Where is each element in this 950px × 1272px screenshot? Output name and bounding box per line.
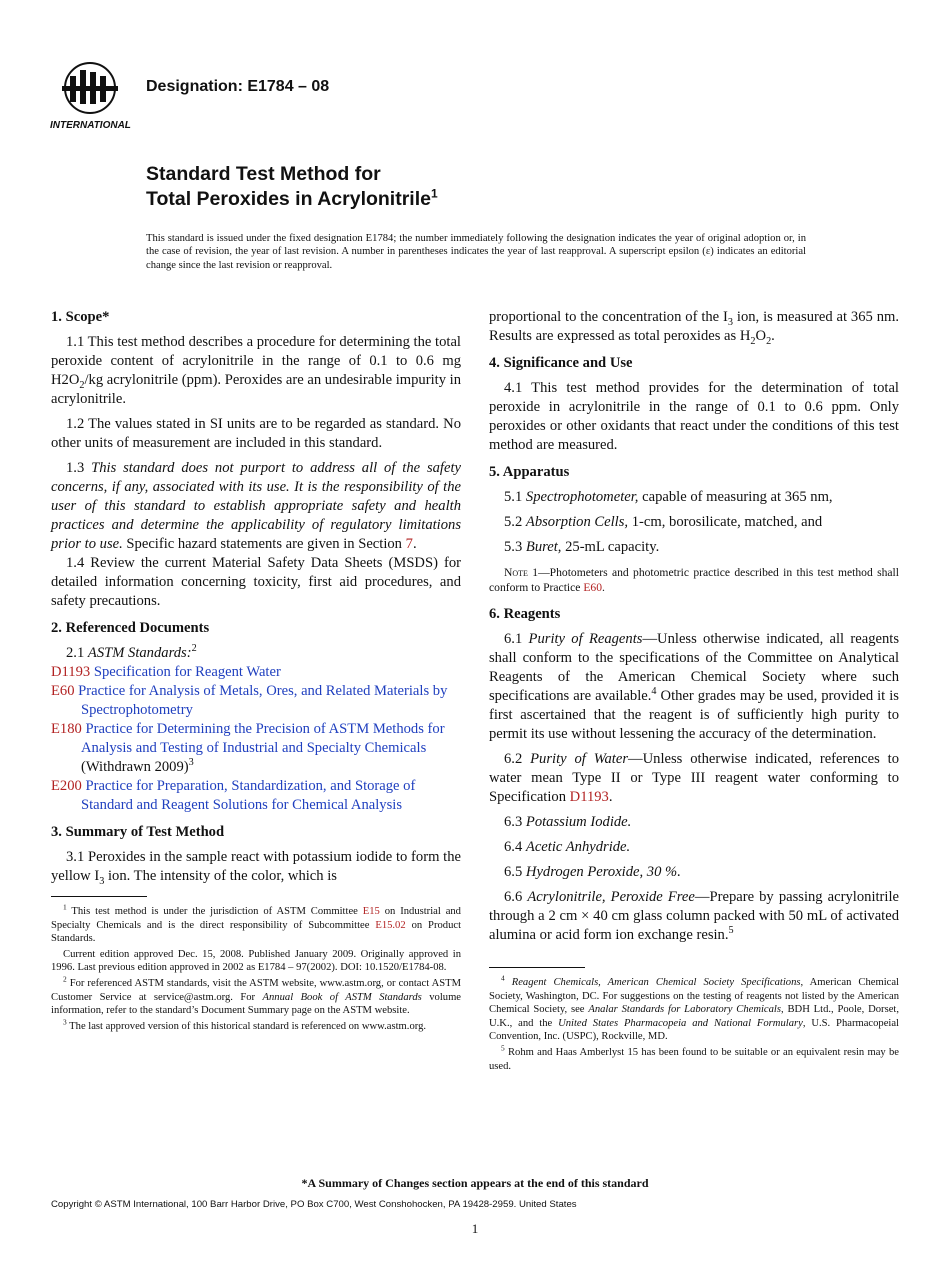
- ref-e200[interactable]: E200 Practice for Preparation, Standardization, and Storage of Standard and Reagent Solutions for Chemical Analysis: [51, 778, 416, 813]
- right-column: [489, 308, 899, 1075]
- left-column: [51, 308, 461, 1035]
- footnote-3: $^3$ The last approved version of this historical standard is referenced on www.astm.org.: [63, 1017, 427, 1032]
- footnote-2: $^2$ For referenced ASTM standards, visit the ASTM website, www.astm.org, or contact ASTM Customer Service at service@astm.org. For Annual Book of ASTM Standards volume information, refer to the standard’s Document Summary page on the ASTM website.: [51, 974, 462, 1017]
- title-line-2: Total Peroxides in Acrylonitrile$^1$: [146, 186, 438, 210]
- title-footnote-mark: 1: [431, 186, 438, 201]
- reagents-6-1: 6.1 Purity of Reagents—Unless otherwise indicated, all reagents shall conform to the specifications of the Committee on Analytical Reagents of the American Chemical Society where such specifications are available.$^4$ Other grades may be used, provided it is first ascertained that the reagent is of sufficiently high purity to permit its use without lessening the accuracy of the determination.: [489, 631, 899, 742]
- footnote-5: $^5$ Rohm and Haas Amberlyst 15 has been found to be suitable or an equivalent resin may be used.: [489, 1043, 899, 1072]
- apparatus-5-2: 5.2 Absorption Cells, 1-cm, borosilicate, matched, and: [504, 514, 823, 530]
- footnote-rule-right: [489, 967, 585, 968]
- page-number: 1: [471, 1221, 479, 1236]
- reagents-6-5: 6.5 Hydrogen Peroxide, 30 %.: [504, 864, 681, 880]
- ref-d1193[interactable]: D1193 Specification for Reagent Water: [51, 664, 281, 680]
- summary-of-changes-note: *A Summary of Changes section appears at the end of this standard: [301, 1176, 649, 1190]
- section-significance-heading: 4. Significance and Use: [489, 355, 633, 371]
- ref-e180[interactable]: E180 Practice for Determining the Precision of ASTM Methods for Analysis and Testing of Industrial and Specialty Chemicals (Withdrawn 2009)$^3$: [51, 721, 445, 775]
- apparatus-5-1: 5.1 Spectrophotometer, capable of measuring at 365 nm,: [504, 489, 833, 505]
- apparatus-5-3: 5.3 Buret, 25-mL capacity.: [504, 539, 660, 555]
- footnote-1: $^1$ This test method is under the jurisdiction of ASTM Committee E15 on Industrial and Specialty Chemicals and is the direct responsibility of Subcommittee E15.02 on Product Standards.: [51, 902, 462, 945]
- footnote-1-edition: Current edition approved Dec. 15, 2008. Published January 2009. Originally approved in 1996. Last previous edition approved in 2002 as E1784 – 97(2002). DOI: 10.1520/E1784-08.: [51, 948, 461, 974]
- reagents-6-6: 6.6 Acrylonitrile, Peroxide Free—Prepare by passing acrylonitrile through a 2 cm × 40 cm glass column packed with 50 mL of activated alumina or acid form ion exchange resin.$^5$: [489, 889, 899, 943]
- summary-3-1-cont: proportional to the concentration of the $I_3$ ion, is measured at 365 nm. Results are expressed as total peroxides as $H_2O_2$.: [489, 309, 899, 347]
- logo-org-text: INTERNATIONAL: [50, 120, 131, 131]
- copyright: Copyright © ASTM International, 100 Barr Harbor Drive, PO Box C700, West Conshohocken, PA 19428-2959. United States: [51, 1199, 577, 1210]
- astm-standards-label: 2.1 ASTM Standards:$^2$: [66, 643, 197, 661]
- section-referenced-heading: 2. Referenced Documents: [51, 620, 210, 636]
- e60-link[interactable]: E60: [583, 581, 603, 594]
- reagents-6-2: 6.2 Purity of Water—Unless otherwise indicated, references to water mean Type II or Type III reagent water conforming to Specification D1193.: [489, 751, 899, 805]
- ref-e60[interactable]: E60 Practice for Analysis of Metals, Ores, and Related Materials by Spectrophotometry: [51, 683, 448, 718]
- scope-1-1: 1.1 This test method describes a procedure for determining the total peroxide content of acrylonitrile in the range of 0.1 to 0.6 mg $H2O_2/kg$ acrylonitrile (ppm). Peroxides are an undesirable impurity in acrylonitrile.: [51, 334, 461, 407]
- section-apparatus-heading: 5. Apparatus: [489, 464, 570, 480]
- section-scope-heading: 1. Scope*: [51, 309, 110, 325]
- scope-1-2: 1.2 The values stated in SI units are to be regarded as standard. No other units of measurement are included in this standard.: [51, 416, 461, 451]
- reagents-6-3: 6.3 Potassium Iodide.: [504, 814, 632, 830]
- astm-logo: [50, 60, 134, 132]
- scope-1-4: 1.4 Review the current Material Safety Data Sheets (MSDS) for detailed information concerning toxicity, first aid procedures, and safety precautions.: [51, 555, 461, 609]
- designation: Designation: E1784 – 08: [146, 78, 330, 95]
- d1193-link[interactable]: D1193: [569, 789, 609, 805]
- section-summary-heading: 3. Summary of Test Method: [51, 824, 225, 840]
- section-reagents-heading: 6. Reagents: [489, 606, 561, 622]
- issuance-note: This standard is issued under the fixed designation E1784; the number immediately following the designation indicates the year of original adoption or, in the case of revision, the year of last revision. A number in parentheses indicates the year of last reapproval. A superscript epsilon (ε) indicates an editorial change since the last revision or reapproval.: [146, 233, 806, 271]
- section-7-link[interactable]: 7: [405, 536, 413, 552]
- reagents-6-4: 6.4 Acetic Anhydride.: [504, 839, 631, 855]
- footnote-rule: [51, 896, 147, 897]
- scope-1-3: 1.3 This standard does not purport to address all of the safety concerns, if any, associated with its use. It is the responsibility of the user of this standard to establish appropriate safety and health practices and determine the applicability of regulatory limitations prior to use. Specific hazard statements are given in Section 7.: [51, 460, 461, 552]
- significance-4-1: 4.1 This test method provides for the determination of total peroxide in acrylonitrile in the range of 0.1 to 0.6 ppm. Only peroxides or other oxidants that react under the conditions of this test method are measured.: [489, 380, 899, 453]
- note-1: Note 1—Photometers and photometric practice described in this test method shall conform to Practice E60.: [489, 566, 899, 594]
- title-line-1: Standard Test Method for: [146, 163, 381, 185]
- footnote-4: $^4$ Reagent Chemicals, American Chemical Society Specifications, American Chemical Society, Washington, DC. For suggestions on the testing of reagents not listed by the American Chemical Society, see Analar Standards for Laboratory Chemicals, BDH Ltd., Poole, Dorset, U.K., and the United States Pharmacopeia and National Formulary, U.S. Pharmacopeial Convention, Inc. (USPC), Rockville, MD.: [489, 973, 899, 1043]
- summary-3-1-part: 3.1 Peroxides in the sample react with potassium iodide to form the yellow $I_3$ ion. The intensity of the color, which is: [51, 849, 461, 887]
- page-title: [146, 162, 438, 212]
